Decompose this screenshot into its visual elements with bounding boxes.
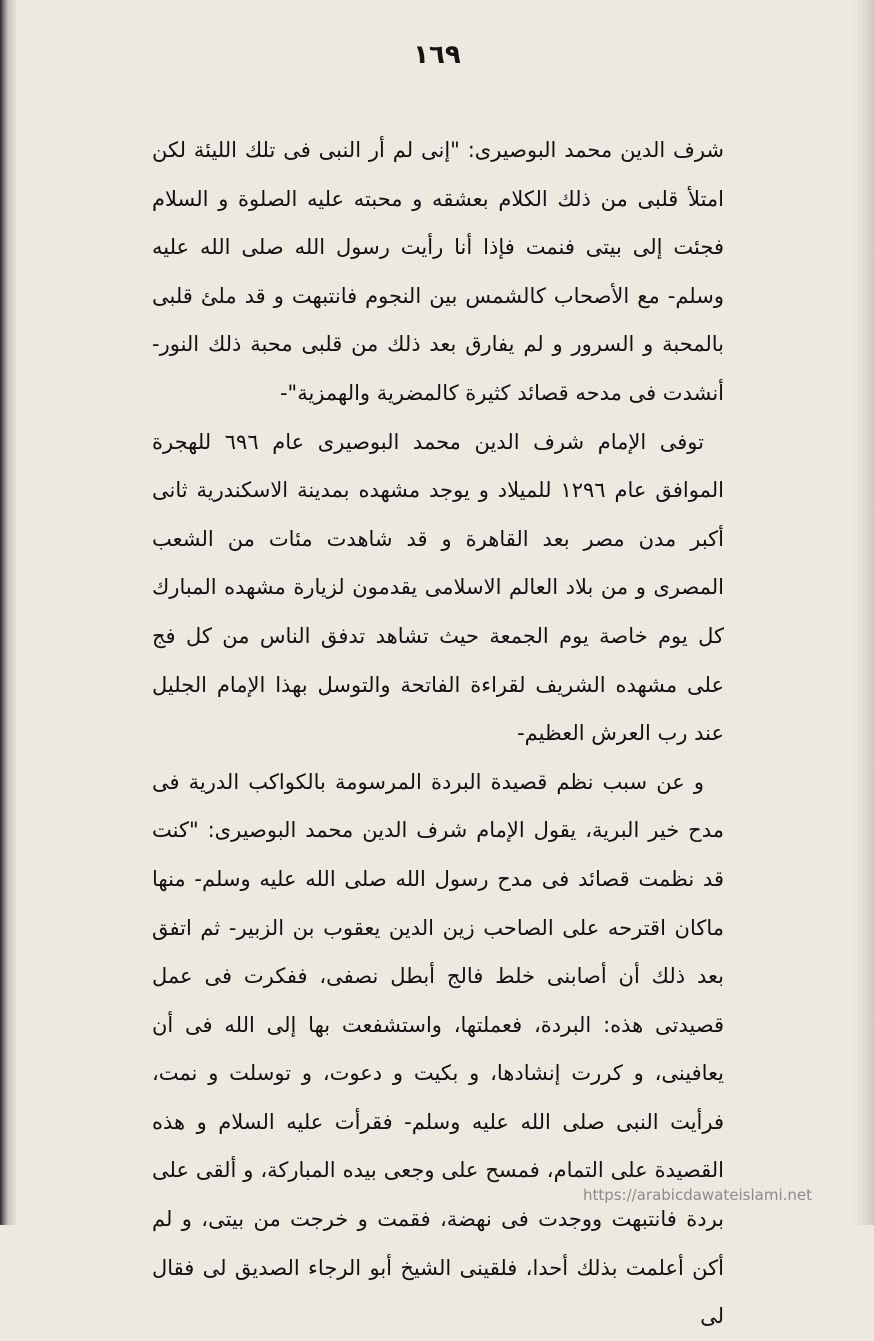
paragraph-1: شرف الدين محمد البوصيرى: "إنى لم أر النبى فى تلك الليئة لكن امتلأ قلبى من ذلك الكلام بعشقه و محبته عليه الصلوة و السلام فجئت إلى بيتى فنمت فإذا أنا رأيت رسول الله صلى الله عليه وسلم- مع الأصحاب كالشمس بين النجوم فانتبهت و قد ملئ قلبى بالمحبة و السرور و لم يفارق بعد ذلك من قلبى محبة ذلك النور- أنشدت فى مدحه قصائد كثيرة كالمضرية والهمزية"-	[152, 138, 724, 405]
paragraph-2: توفى الإمام شرف الدين محمد البوصيرى عام ٦٩٦ للهجرة الموافق عام ١٢٩٦ للميلاد و يوجد مشهده بمدينة الاسكندرية ثانى أكبر مدن مصر بعد القاهرة و قد شاهدت مئات من الشعب المصرى و من بلاد العالم الاسلامى يقدمون لزيارة مشهده المبارك كل يوم خاصة يوم الجمعة حيث تشاهد تدفق الناس من كل فج على مشهده الشريف لقراءة الفاتحة والتوسل بهذا الإمام الجليل عند رب العرش العظيم-	[152, 429, 724, 746]
page-edge-shadow	[850, 0, 874, 1225]
source-watermark: https://arabicdawateislami.net	[582, 1186, 812, 1204]
page-number: ١٦٩	[413, 40, 461, 70]
page-body	[152, 126, 724, 1341]
page-binding-edge	[0, 0, 16, 1225]
paragraph-3: و عن سبب نظم قصيدة البردة المرسومة بالكواكب الدرية فى مدح خير البرية، يقول الإمام شرف الدين محمد البوصيرى: "كنت قد نظمت قصائد فى مدح رسول الله صلى الله عليه وسلم- منها ماكان اقترحه على الصاحب زين الدين يعقوب بن الزبير- ثم اتفق بعد ذلك أن أصابنى خلط فالج أبطل نصفى، ففكرت فى عمل قصيدتى هذه: البردة، فعملتها، واستشفعت بها إلى الله فى أن يعافينى، و كررت إنشادها، و بكيت و دعوت، و توسلت و نمت، فرأيت النبى صلى الله عليه وسلم- فقرأت عليه السلام و هذه القصيدة على التمام، فمسح على وجعى بيده المباركة، و ألقى على بردة فانتبهت ووجدت فى نهضة، فقمت و خرجت من بيتى، و لم أكن أعلمت بذلك أحدا، فلقينى الشيخ أبو الرجاء الصديق لى فقال لى	[152, 769, 724, 1329]
